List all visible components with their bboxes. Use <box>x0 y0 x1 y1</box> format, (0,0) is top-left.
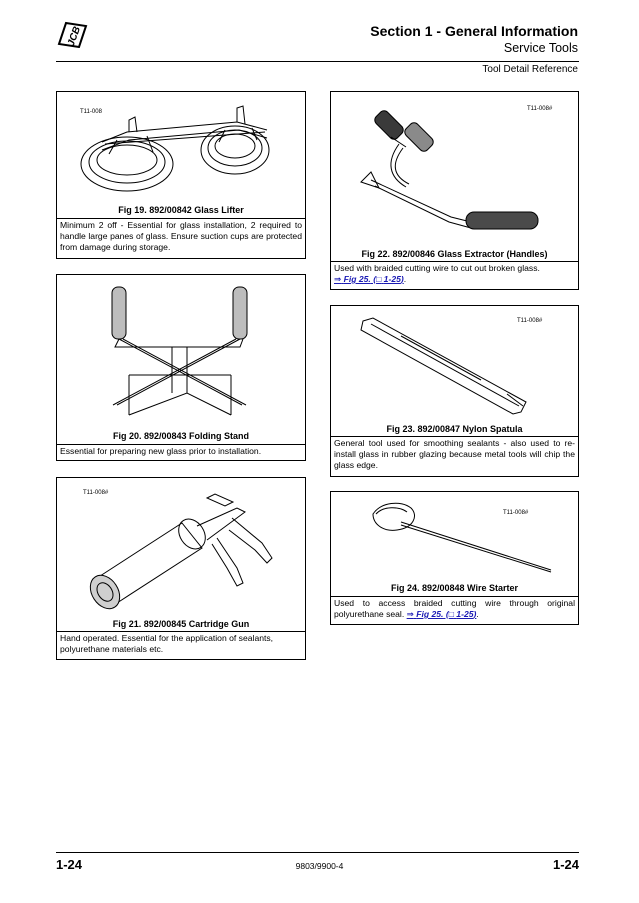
arrow-right-icon: ⇒ <box>406 609 414 619</box>
section-title: Section 1 - General Information <box>370 23 578 39</box>
figure-code: T11-008# <box>503 510 529 516</box>
xref-page: 1-25 <box>456 609 474 619</box>
figure-20-box <box>56 274 306 445</box>
page-number-right: 1-24 <box>552 857 579 872</box>
arrow-right-icon: ⇒ <box>334 274 342 284</box>
page-icon: □ <box>376 274 382 284</box>
xref-page: 1-25 <box>383 274 401 284</box>
cartridge-gun-illustration <box>57 478 305 618</box>
figure-21-box <box>56 477 306 632</box>
figure-code: T11-008# <box>527 106 553 112</box>
figure-24-box <box>330 491 579 597</box>
figure-23-description: General tool used for smoothing sealants - also used to re-install glass in rubber glazing because metal tools will chip the glass edge. <box>330 437 579 477</box>
figure-19-box <box>56 91 306 219</box>
page-icon: □ <box>448 609 454 619</box>
xref-label: Fig 25. <box>343 274 371 284</box>
figure-21-description: Hand operated. Essential for the application of sealants, polyurethane materials etc. <box>56 632 306 660</box>
document-number: 9803/9900-4 <box>295 861 344 871</box>
xref-label: Fig 25. <box>416 609 444 619</box>
figure-24-caption: Fig 24. 892/00848 Wire Starter <box>391 583 518 593</box>
figure-code: T11-008# <box>83 490 109 496</box>
footer-divider <box>56 852 579 853</box>
figure-code: T11-008# <box>517 318 543 324</box>
figure-code: T11-008 <box>80 109 102 115</box>
figure-19-caption: Fig 19. 892/00842 Glass Lifter <box>118 205 244 215</box>
figure-23-caption: Fig 23. 892/00847 Nylon Spatula <box>386 424 523 434</box>
glass-lifter-illustration <box>57 92 305 202</box>
figure-24-description: Used to access braided cutting wire through original polyurethane seal. <box>334 598 575 619</box>
jcb-logo <box>56 20 88 48</box>
figure-19-description: Minimum 2 off - Essential for glass installation, 2 required to handle large panes of glass. Ensure suction cups are protected from damage during storage. <box>56 219 306 259</box>
figure-22-caption: Fig 22. 892/00846 Glass Extractor (Handles) <box>361 249 548 259</box>
figure-20-description: Essential for preparing new glass prior to installation. <box>56 445 306 461</box>
figure-24-description-box: Used to access braided cutting wire through original polyurethane seal. ⇒ Fig 25. (□ 1-25). <box>330 597 579 625</box>
section-subtitle: Service Tools <box>503 41 578 55</box>
reference-label: Tool Detail Reference <box>482 64 578 75</box>
header-divider <box>56 61 579 62</box>
figure-22-xref[interactable]: ⇒ Fig 25. (□ 1-25) <box>334 274 404 284</box>
glass-extractor-illustration <box>331 92 578 247</box>
folding-stand-illustration <box>57 275 305 425</box>
figure-21-caption: Fig 21. 892/00845 Cartridge Gun <box>112 619 250 629</box>
figure-22-box <box>330 91 579 262</box>
figure-22-description-box: Used with braided cutting wire to cut out broken glass. ⇒ Fig 25. (□ 1-25). <box>330 262 579 290</box>
logo-text: JCB <box>65 25 84 48</box>
figure-20-caption: Fig 20. 892/00843 Folding Stand <box>112 431 250 441</box>
page-number-left: 1-24 <box>56 857 83 872</box>
wire-starter-illustration <box>331 492 578 584</box>
figure-22-description: Used with braided cutting wire to cut out broken glass. <box>334 263 540 273</box>
figure-24-xref[interactable]: ⇒ Fig 25. (□ 1-25) <box>406 609 477 619</box>
nylon-spatula-illustration <box>331 306 578 424</box>
figure-23-box <box>330 305 579 437</box>
